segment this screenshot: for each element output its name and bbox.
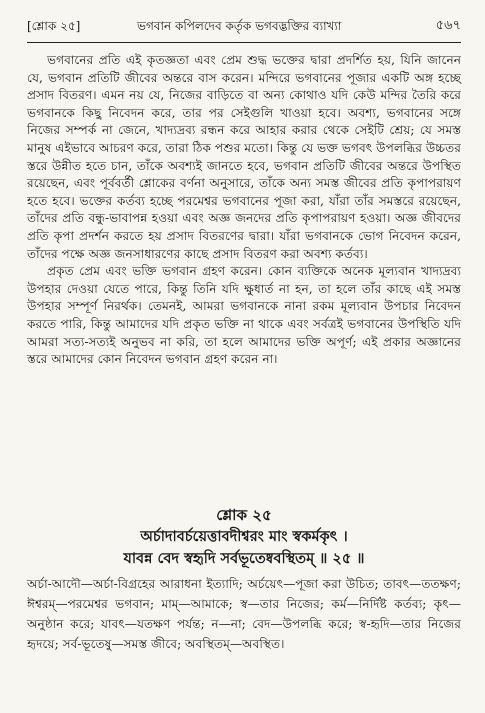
purport-paragraph-1: ভগবানের প্রতি এই কৃতজ্ঞতা এবং প্রেম শুদ্ধ ভক্তের দ্বারা প্রদর্শিত হয়, যিনি জানেন যে, ভগবান প্রতিটি জীবের অন্তরে বাস করেন। মন্দিরে ভগবানের পূজার একটি অঙ্গ হচ্ছে প্রসাদ বিতরণ। এমন নয় যে, নিজের বাড়িতে বা অন্য কোথাও যদি কেউ মন্দির তৈরি করে ভগবানকে কিছু নিবেদন করে, তার পর সেইগুলি খাওয়া হবে। অবশ্য, ভগবানের সঙ্গে নিজের সম্পর্ক না জেনে, খাদ্যদ্রব্য রন্ধন করে আহার করার থেকে সেইটি শ্রেয়; যে সমস্ত মানুষ এইভাবে আচরণ করে, তারা ঠিক পশুর মতো। কিন্তু যে ভক্ত ভগবৎ উপলব্ধির উচ্চতর স্তরে উন্নীত হতে চান, তাঁকে অবশ্যই জানতে হবে, ভগবান প্রতিটি জীবের অন্তরে উপস্থিত রয়েছেন, এবং পূর্ববর্তী শ্লোকের বর্ণনা অনুসারে, তাঁকে অন্য সমস্ত জীবের প্রতি কৃপাপরায়ণ হতে হবে। ভক্তের কর্তব্য হচ্ছে পরমেশ্বর ভগবানের পূজা করা, যাঁরা তাঁর সমস্তরে রয়েছেন, তাঁদের প্রতি বন্ধু-ভাবাপন্ন হওয়া এবং অজ্ঞ জনদের প্রতি কৃপাপরায়ণ হওয়া। অজ্ঞ জীবদের প্রতি কৃপা প্রদর্শন করতে হয় প্রসাদ বিতরণের দ্বারা। যাঁরা ভগবানকে ভোগ নিবেদন করেন, তাঁদের পক্ষে অজ্ঞ জনসাধারণের কাছে প্রসাদ বিতরণ করা অবশ্য কর্তব্য। [27, 53, 461, 261]
running-header [27, 10, 461, 43]
word-for-word-synonyms: অর্চা-আদৌ—অর্চা-বিগ্রহের আরাধনা ইত্যাদি; অর্চয়েৎ—পূজা করা উচিত; তাবৎ—ততক্ষণ; ঈশ্বরম্—পরমেশ্বর ভগবান; মাম্—আমাকে; স্ব—তার নিজের; কর্ম—নির্দিষ্ট কর্তব্য; কৃৎ—অনুষ্ঠান করে; যাবৎ—যতক্ষণ পর্যন্ত; ন—না; বেদ—উপলব্ধি করে; স্ব-হৃদি—তার নিজের হৃদয়ে; সর্ব-ভূতেষু—সমস্ত জীবে; অবস্থিতম্—অবস্থিত। [27, 577, 461, 651]
verse-title: শ্লোক ২৫ [216, 506, 272, 524]
purport-text [27, 52, 461, 369]
verse-line-2: যাবন্ন বেদ স্বহৃদি সর্বভূতেষ্ববস্থিতম্ ॥ ২৫ ॥ [123, 550, 365, 567]
header-chapter-title: ভগবান কপিলদেব কর্তৃক ভগবদ্ভক্তির ব্যাখ্যা [137, 19, 342, 33]
purport-paragraph-2: প্রকৃত প্রেম এবং ভক্তি ভগবান গ্রহণ করেন। কোন ব্যক্তিকে অনেক মূল্যবান খাদ্যদ্রব্য উপহার দেওয়া যেতে পারে, কিন্তু তিনি যদি ক্ষুধার্ত না হন, তা হলে তাঁর কাছে এই সমস্ত উপহার সম্পূর্ণ নিরর্থক। তেমনই, আমরা ভগবানকে নানা রকম মূল্যবান উপচার নিবেদন করতে পারি, কিন্তু আমাদের যদি প্রকৃত ভক্তি না থাকে এবং সর্বত্রই ভগবানের উপস্থিতি যদি আমরা সত্য-সত্যই অনুভব না করি, তা হলে আমাদের ভক্তি অপূর্ণ; এই প্রকার অজ্ঞানের স্তরে আমাদের কোন নিবেদন ভগবান গ্রহণ করেন না। [27, 264, 461, 367]
verse-block [27, 504, 461, 570]
page-number: ৫৬৭ [435, 18, 461, 33]
header-verse-ref: [শ্লোক ২৫] [27, 19, 81, 33]
verse-line-1: অর্চাদাবর্চয়েত্তাবদীশ্বরং মাং স্বকর্মকৃৎ । [140, 528, 348, 545]
